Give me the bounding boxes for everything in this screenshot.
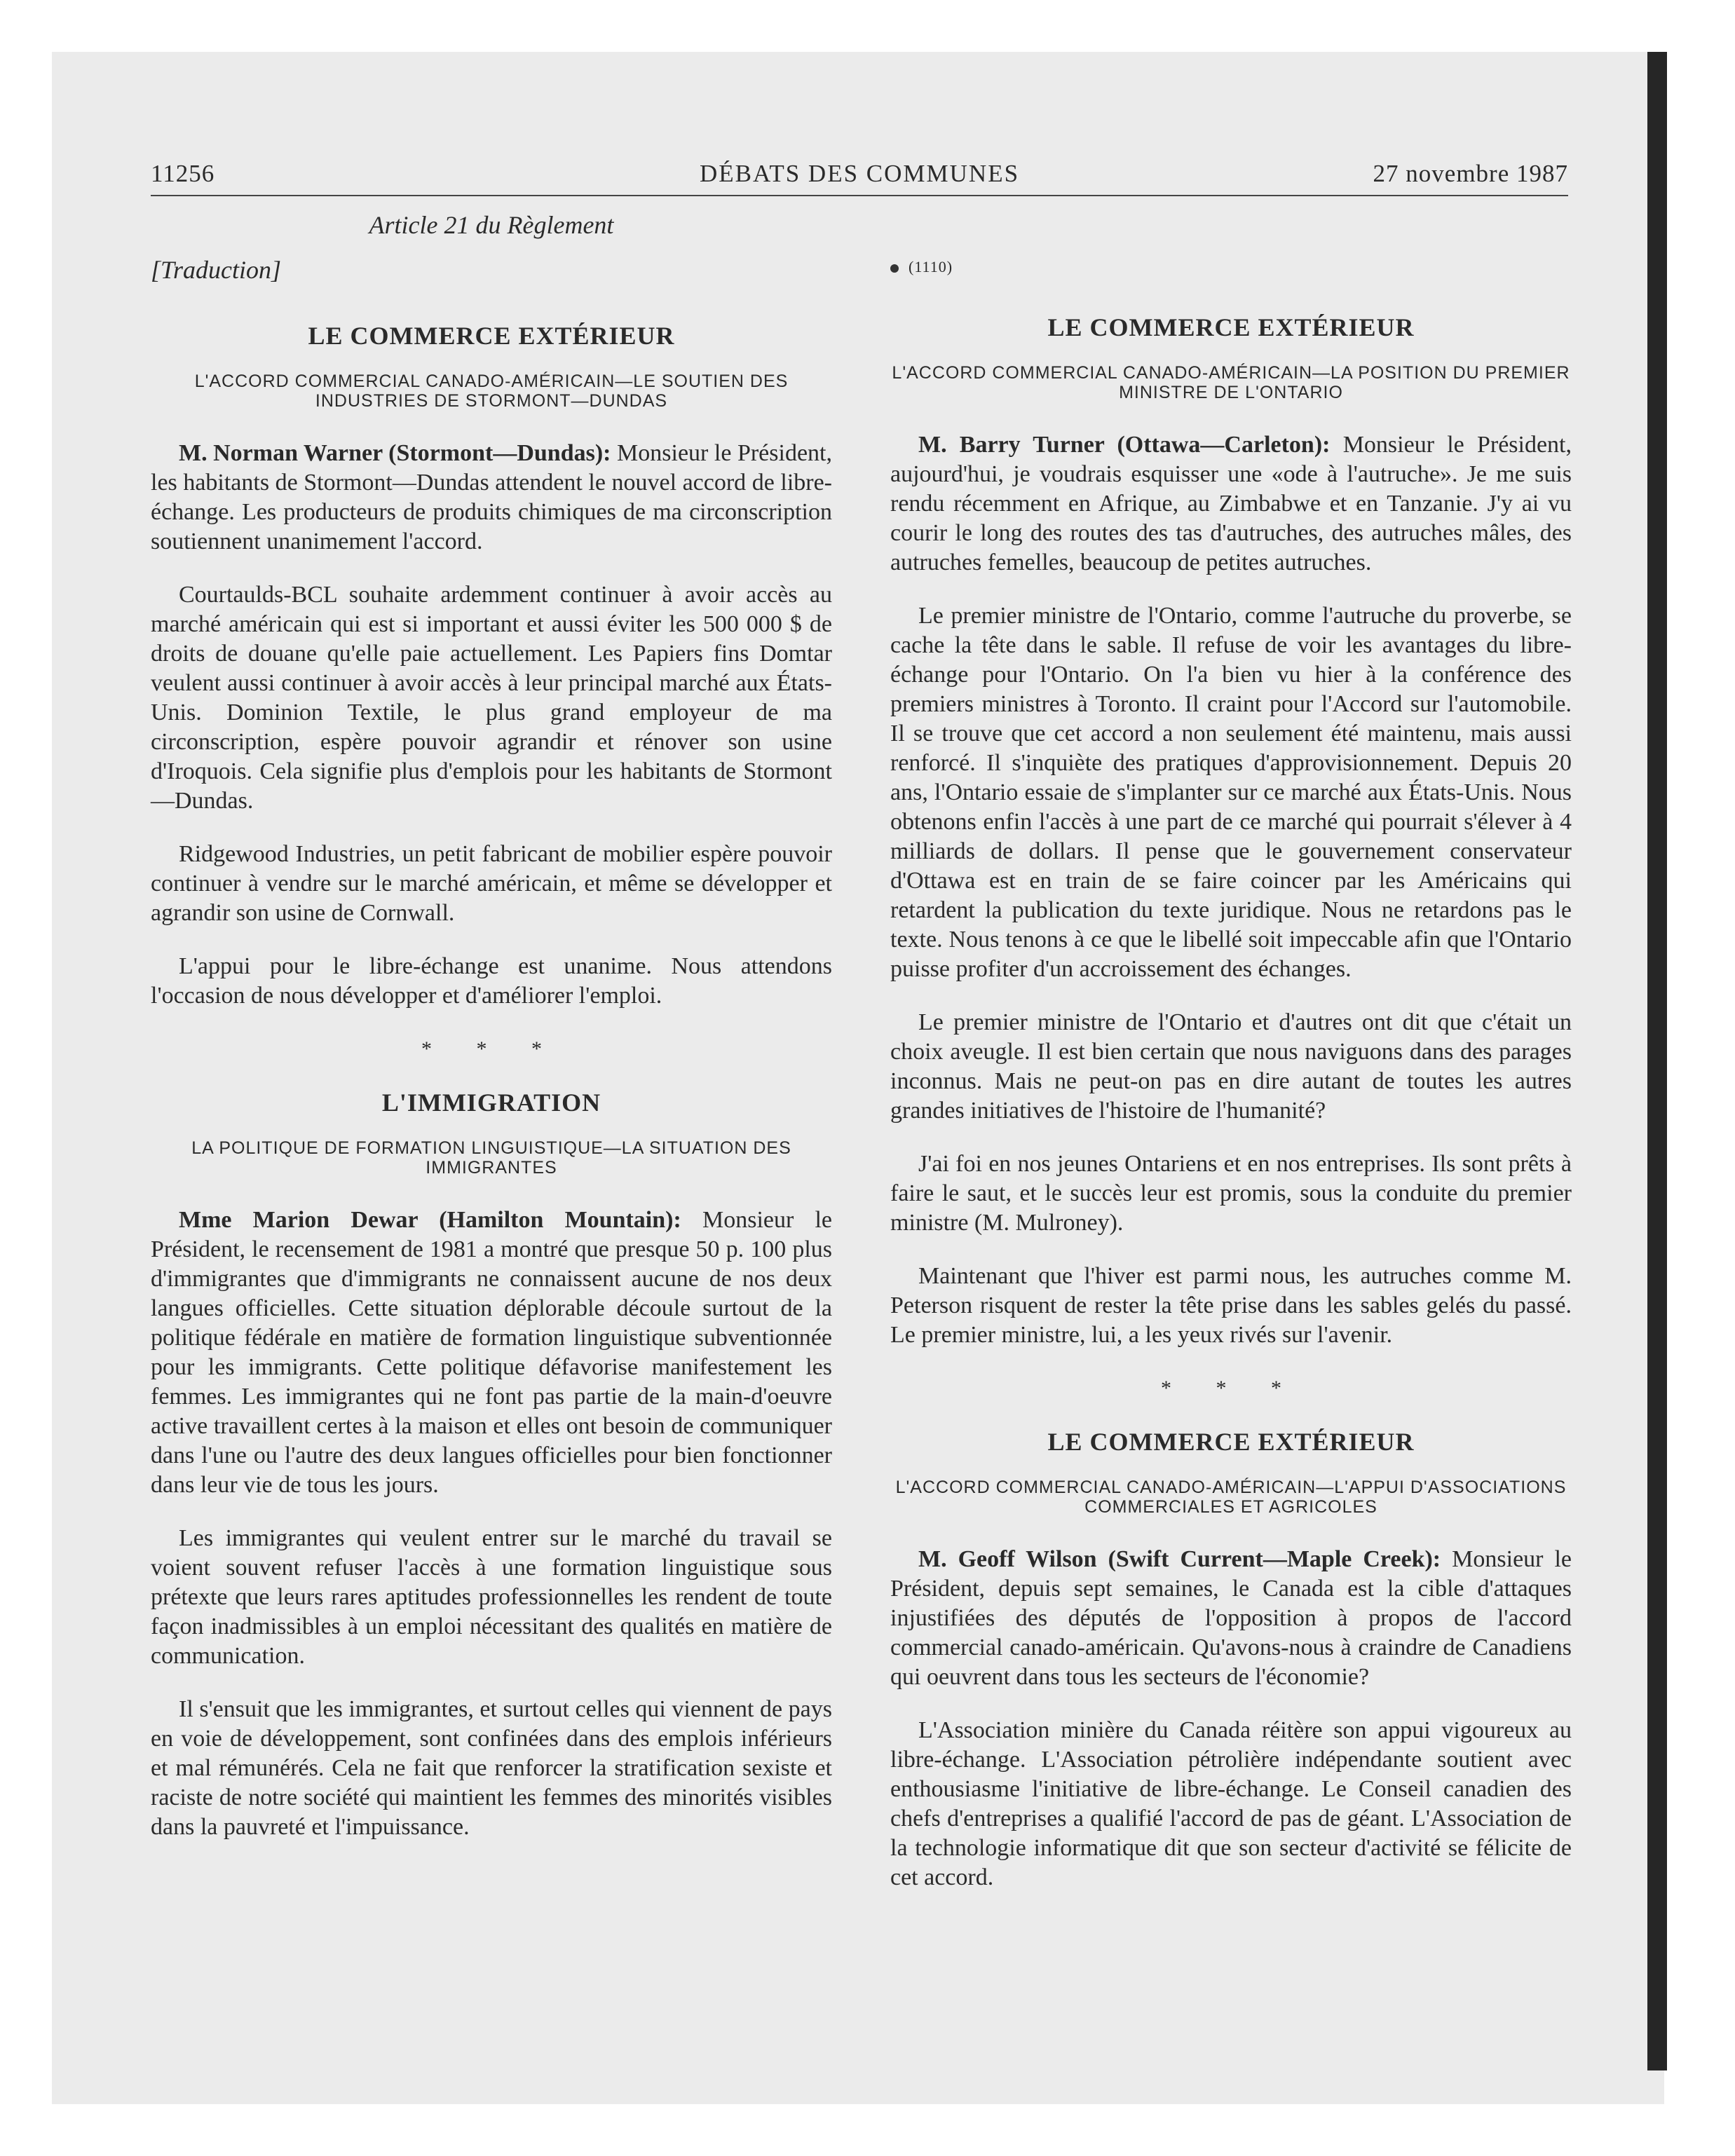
paragraph: Les immigrantes qui veulent entrer sur le marché du travail se voient souvent refuser l'accès à une formation linguistique sous prétexte que leurs rares aptitudes professionnelles les rendent de toute façon inadmissibles à un emploi nécessitant des qualités en matière de communication. [151, 1525, 832, 1669]
paragraph [151, 439, 832, 557]
paragraph: Le premier ministre de l'Ontario et d'autres ont dit que c'était un choix aveugle. Il est bien certain que nous naviguons dans des parages inconnus. Mais ne peut-on pas en dire autant de toutes les autres grandes initiatives de l'histoire de l'humanité? [890, 1009, 1572, 1124]
section-title: LE COMMERCE EXTÉRIEUR [1047, 313, 1415, 341]
paragraph: Le premier ministre de l'Ontario, comme l'autruche du proverbe, se cache la tête dans le sable. Il refuse de voir les avantages du libre-échange pour l'Ontario. On l'a bien vu hier à la conférence des premiers ministres à Toronto. Il craint pour l'Accord sur l'automobile. Il se trouve que cet accord a non seulement été maintenu, mais aussi renforcé. Il s'inquiète des pratiques d'approvisionnement. Depuis 20 ans, l'Ontario essaie de s'implanter sur ce marché aux États-Unis. Nous obtenons enfin l'accès à une part de ce marché qui pourrait s'élever à 4 milliards de dollars. Il pense que le gouvernement conservateur d'Ottawa est en train de se faire coincer par les Américains qui retardent la publication du texte juridique. Nous ne retardons pas le texte. Nous tenons à ce que le libellé soit impeccable afin que l'Ontario puisse profiter d'un accroissement des échanges. [890, 603, 1572, 982]
paragraph-text: Monsieur le Président, les habitants de Stormont—Dundas attendent le nouvel accord de libre-échange. Les producteurs de produits chimiques de ma circonscription soutiennent unanimement l'accord. [151, 440, 832, 554]
paragraph-text: Monsieur le Président, aujourd'hui, je voudrais esquisser une «ode à l'autruche». Je me suis rendu récemment en Afrique, au Zimbabwe et en Tanzanie. J'y ai vu courir le long des routes des tas d'autruches, des autruches mâles, des autruches femelles, beaucoup de petites autruches. [890, 432, 1572, 575]
section-title: LE COMMERCE EXTÉRIEUR [308, 322, 675, 350]
right-column [890, 210, 1572, 1916]
speaker-name: M. Barry Turner (Ottawa—Carleton): [918, 432, 1331, 458]
paragraph [151, 1206, 832, 1500]
paragraph-text: Monsieur le Président, depuis sept semaines, le Canada est la cible d'attaques injustifiées des députés de l'opposition à propos de l'accord commercial canado-américain. Qu'avons-nous à craindre de Canadiens qui oeuvrent dans tous les secteurs de l'économie? [890, 1546, 1572, 1690]
left-column [151, 210, 832, 1866]
section-subtitle: L'ACCORD COMMERCIAL CANADO-AMÉRICAIN—L'APPUI D'ASSOCIATIONS COMMERCIALES ET AGRICOLES [895, 1478, 1567, 1517]
paragraph [890, 430, 1572, 578]
paragraph: Maintenant que l'hiver est parmi nous, les autruches comme M. Peterson risquent de rester la tête prise dans les sables gelés du passé. Le premier ministre, lui, a les yeux rivés sur l'avenir. [890, 1263, 1572, 1348]
section-separator: * * * [421, 1037, 562, 1060]
paragraph [890, 1545, 1572, 1692]
paragraph-text: Monsieur le Président, le recensement de 1981 a montré que presque 50 p. 100 plus d'immigrantes que d'immigrants ne connaissent aucune de nos deux langues officielles. Cette situation déplorable découle surtout de la politique fédérale en matière de formation linguistique subventionnée pour les immigrants. Cette politique défavorise manifestement les femmes. Les immigrantes qui ne font pas partie de la main-d'oeuvre active travaillent certes à la maison et elles ont besoin de communiquer dans l'une ou l'autre des deux langues officielles pour bien fonctionner dans leur vie de tous les jours. [151, 1207, 833, 1498]
section-subtitle: LA POLITIQUE DE FORMATION LINGUISTIQUE—LA SITUATION DES IMMIGRANTES [191, 1138, 791, 1178]
article-note: Article 21 du Règlement [369, 211, 614, 239]
section-subtitle: L'ACCORD COMMERCIAL CANADO-AMÉRICAIN—LA POSITION DU PREMIER MINISTRE DE L'ONTARIO [892, 363, 1570, 402]
speaker-name: M. Geoff Wilson (Swift Current—Maple Creek): [918, 1546, 1441, 1572]
section-title: L'IMMIGRATION [381, 1089, 601, 1117]
page-number: 11256 [151, 160, 215, 187]
paragraph: Ridgewood Industries, un petit fabricant de mobilier espère pouvoir continuer à vendre sur le marché américain, et même se développer et agrandir son usine de Cornwall. [151, 841, 832, 926]
section-subtitle: L'ACCORD COMMERCIAL CANADO-AMÉRICAIN—LE SOUTIEN DES INDUSTRIES DE STORMONT—DUNDAS [194, 371, 789, 411]
speaker-name: M. Norman Warner (Stormont—Dundas): [179, 440, 611, 466]
paragraph: L'Association minière du Canada réitère son appui vigoureux au libre-échange. L'Association pétrolière indépendante soutient avec enthousiasme l'initiative de libre-échange. Le Conseil canadien des chefs d'entreprises a qualifié l'accord de pas de géant. L'Association de la technologie informatique dit que son secteur d'activité se félicite de cet accord. [890, 1717, 1572, 1890]
time-marker [890, 252, 1572, 282]
page-header [151, 160, 1568, 196]
bullet-icon [890, 264, 899, 273]
paragraph: J'ai foi en nos jeunes Ontariens et en nos entreprises. Ils sont prêts à faire le saut, et le succès leur est promis, sous la conduite du premier ministre (M. Mulroney). [890, 1151, 1572, 1236]
paragraph: L'appui pour le libre-échange est unanime. Nous attendons l'occasion de nous développer et d'améliorer l'emploi. [151, 953, 832, 1009]
section-separator: * * * [1161, 1377, 1301, 1400]
scan-edge-shadow [1647, 52, 1667, 2070]
speaker-name: Mme Marion Dewar (Hamilton Mountain): [179, 1207, 681, 1233]
publication-date: 27 novembre 1987 [1373, 160, 1568, 187]
section-title: LE COMMERCE EXTÉRIEUR [1047, 1428, 1415, 1456]
paragraph: Courtaulds-BCL souhaite ardemment continuer à avoir accès au marché américain qui est si important et aussi éviter les 500 000 $ de droits de douane qu'elle paie actuellement. Les Papiers fins Domtar veulent aussi continuer à avoir accès à leur principal marché aux États-Unis. Dominion Textile, le plus grand employeur de ma circonscription, espère pouvoir agrandir et rénover son usine d'Iroquois. Cela signifie plus d'emplois pour les habitants de Stormont—Dundas. [151, 582, 832, 814]
publication-title: DÉBATS DES COMMUNES [699, 160, 1020, 187]
translation-note: [Traduction] [151, 256, 282, 284]
paragraph: Il s'ensuit que les immigrantes, et surtout celles qui viennent de pays en voie de développement, sont confinées dans des emplois inférieurs et mal rémunérés. Cela ne fait que renforcer la stratification sexiste et raciste de notre société qui maintient les femmes des minorités visibles dans la pauvreté et l'impuissance. [151, 1696, 832, 1840]
time-marker-text: (1110) [909, 258, 953, 275]
